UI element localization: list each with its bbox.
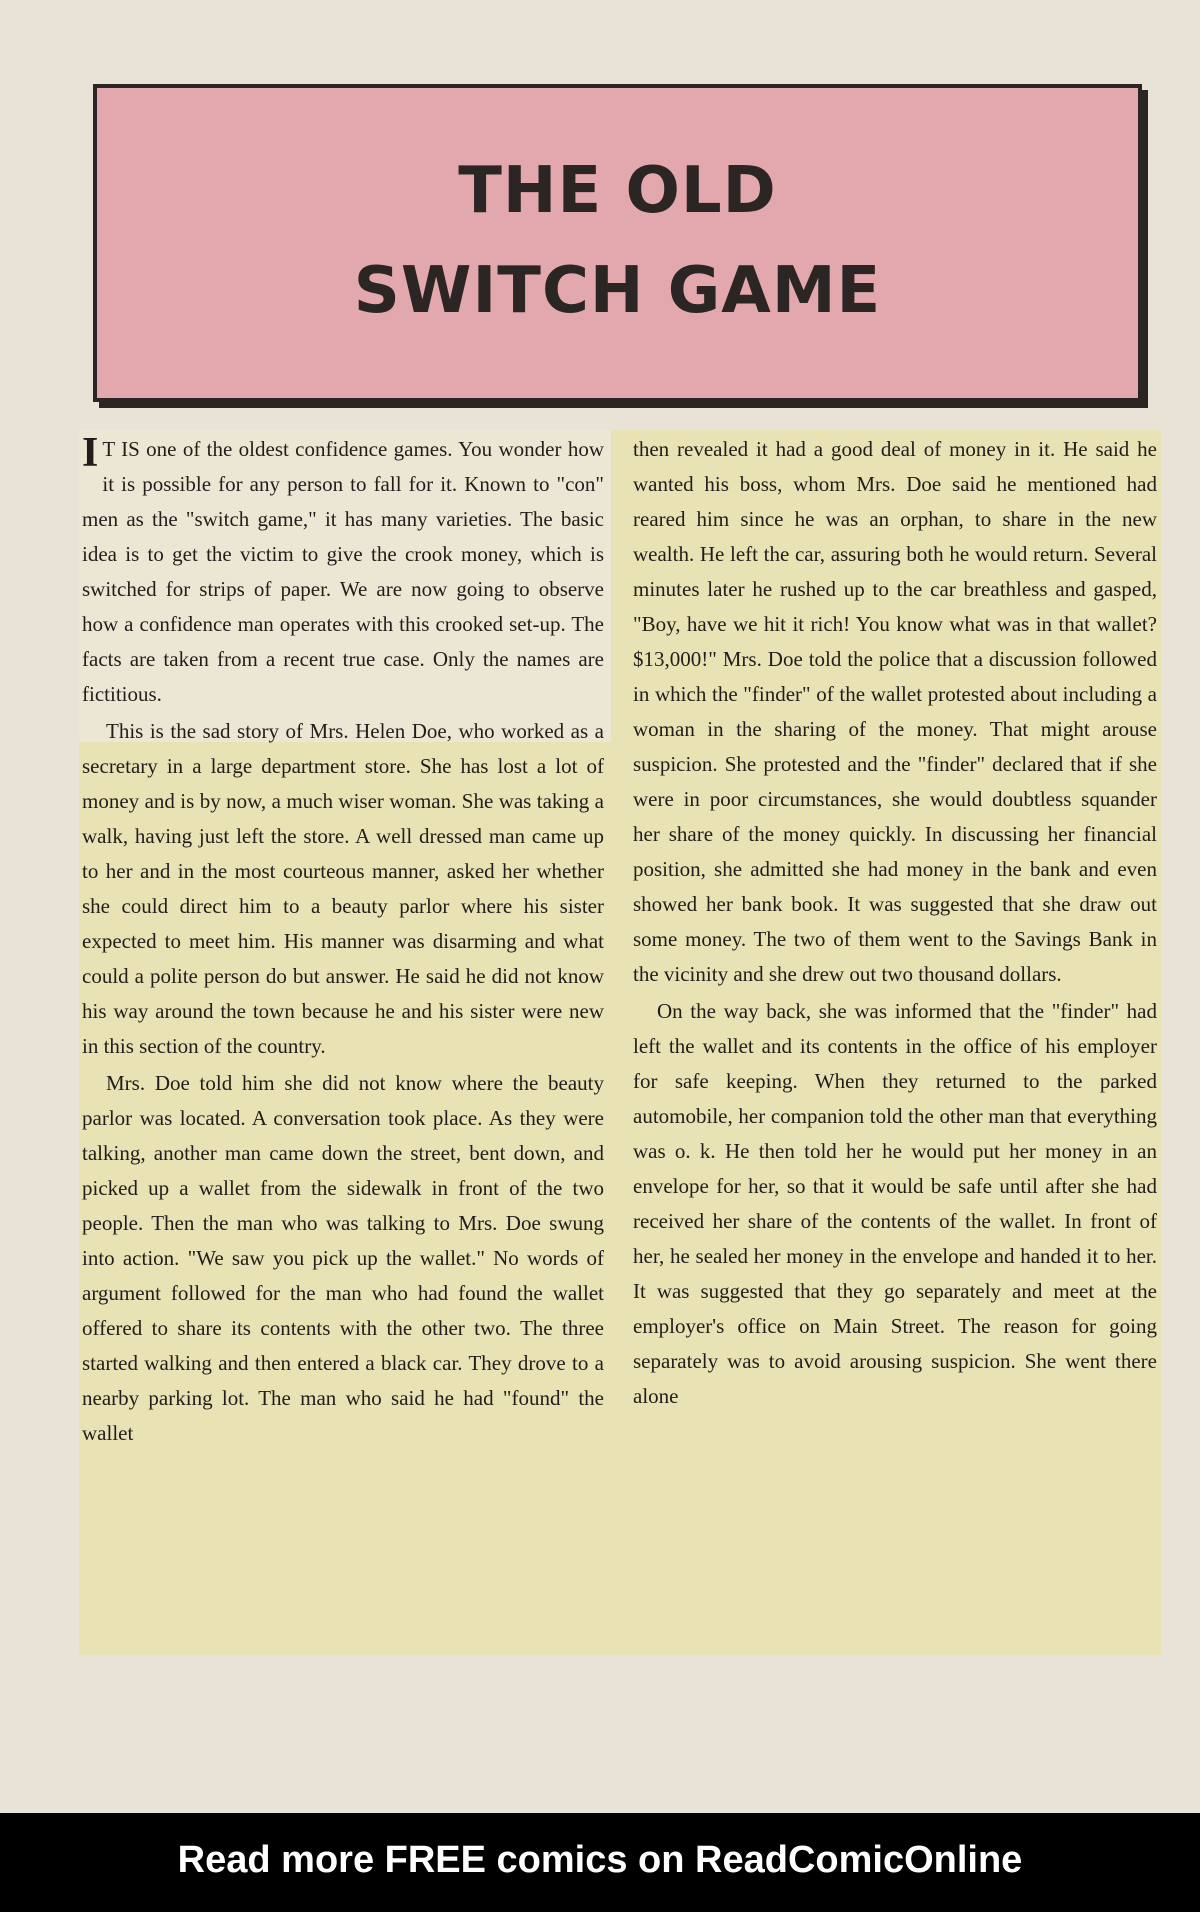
title-line-2: SWITCH GAME — [353, 254, 882, 328]
title-line-1: THE OLD — [458, 154, 777, 228]
footer-banner[interactable] — [0, 1813, 1200, 1912]
article-paragraph: This is the sad story of Mrs. Helen Doe, who worked as a secretary in a large department store. She has lost a lot of money and is by now, a much wiser woman. She was taking a walk, having just left the store. A well dressed man came up to her and in the most courteous manner, asked her whether she could direct him to a beauty parlor where his sister expected to meet him. His manner was disarming and what could a polite person do but answer. He said he did not know his way around the town because he and his sister were new in this section of the country. — [82, 719, 604, 1058]
title-box — [93, 84, 1142, 402]
article-paragraph — [82, 432, 604, 712]
article-paragraph: On the way back, she was informed that the "finder" had left the wallet and its contents in the office of his employer for safe keeping. When they returned to the parked automobile, her companion told the other man that everything was o. k. He then told her he would put her money in an envelope for her, so that it would be safe until after she had received her share of the contents of the wallet. In front of her, he sealed her money in the envelope and handed it to her. It was suggested that they go separately and meet at the employer's office on Main Street. The reason for going separately was to avoid arousing suspicion. She went there alone — [633, 999, 1157, 1408]
article-column-left — [82, 432, 604, 1451]
paragraph-text: T IS one of the oldest confidence games. You wonder how it is possible for any person to fall for it. Known to "con" men as the "switch game," it has many varieties. The basic idea is to get the victim to give the crook money, which is switched for strips of paper. We are now going to observe how a confidence man operates with this crooked set-up. The facts are taken from a recent true case. Only the names are fictitious. — [82, 437, 604, 706]
article-column-right — [633, 432, 1157, 1414]
drop-cap: I — [82, 430, 99, 476]
footer-link-text[interactable]: Read more FREE comics on ReadComicOnline — [177, 1839, 1023, 1881]
article-paragraph: then revealed it had a good deal of money in it. He said he wanted his boss, whom Mrs. Doe said he mentioned had reared him since he was an orphan, to share in the new wealth. He left the car, assuring both he would return. Several minutes later he rushed up to the car breathless and gasped, "Boy, have we hit it rich! You know what was in that wallet? $13,000!" Mrs. Doe told the police that a discussion followed in which the "finder" of the wallet protested about including a woman in the sharing of the money. That might arouse suspicion. She protested and the "finder" declared that if she were in poor circumstances, she would doubtless squander her share of the money quickly. In discussing her financial position, she admitted she had money in the bank and even showed her bank book. It was suggested that she draw out some money. The two of them went to the Savings Bank in the vicinity and she drew out two thousand dollars. — [633, 437, 1157, 986]
article-paragraph: Mrs. Doe told him she did not know where the beauty parlor was located. A conversation took place. As they were talking, another man came down the street, bent down, and picked up a wallet from the sidewalk in front of the two people. Then the man who was talking to Mrs. Doe swung into action. "We saw you pick up the wallet." No words of argument followed for the man who had found the wallet offered to share its contents with the other two. The three started walking and then entered a black car. They drove to a nearby parking lot. The man who said he had "found" the wallet — [82, 1071, 604, 1445]
